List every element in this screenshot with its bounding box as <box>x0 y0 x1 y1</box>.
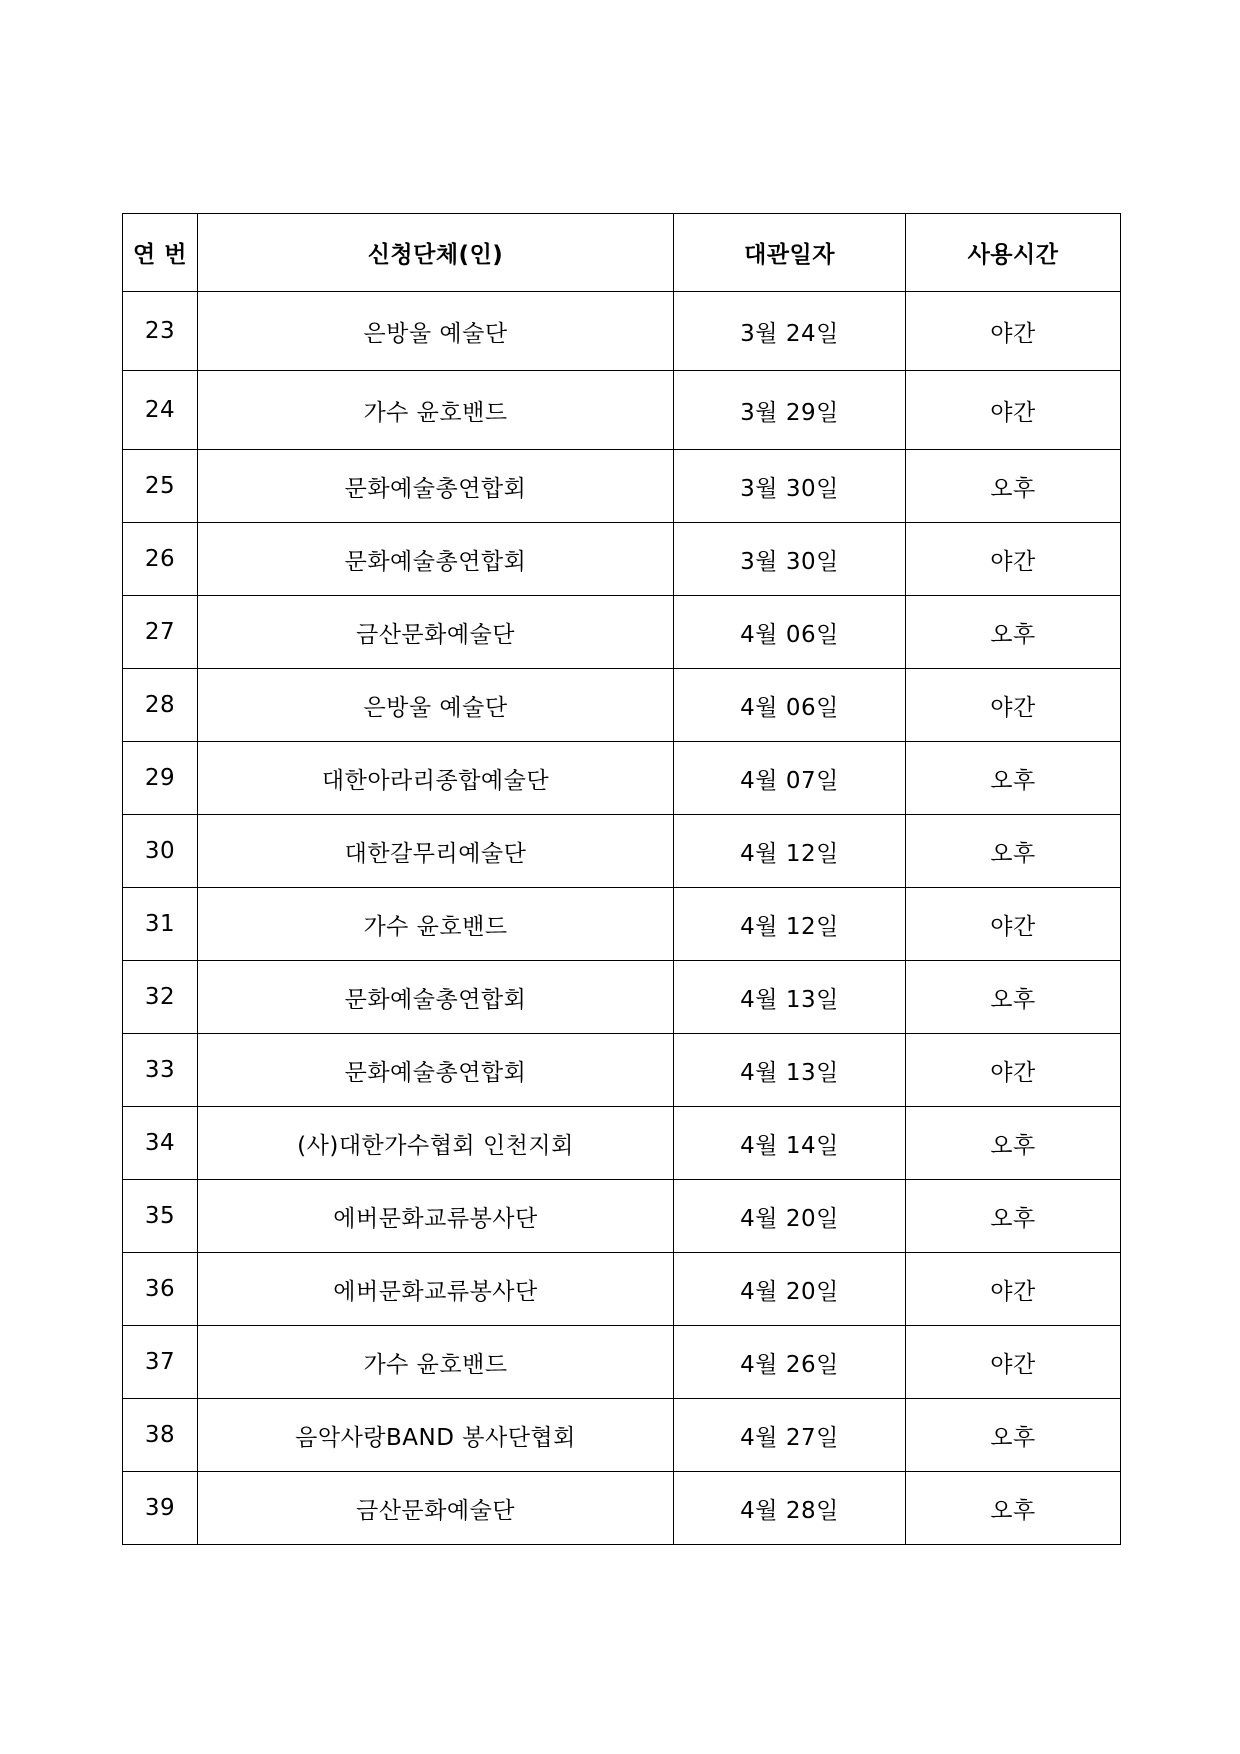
cell-time: 오후 <box>906 596 1121 669</box>
cell-date: 4월 20일 <box>674 1253 906 1326</box>
cell-org: 가수 윤호밴드 <box>198 371 674 450</box>
cell-date: 4월 07일 <box>674 742 906 815</box>
table-row <box>123 669 1121 742</box>
cell-date: 4월 13일 <box>674 961 906 1034</box>
cell-org: 에버문화교류봉사단 <box>198 1180 674 1253</box>
table-row <box>123 1107 1121 1180</box>
table-row <box>123 450 1121 523</box>
cell-time: 야간 <box>906 669 1121 742</box>
table-row <box>123 1034 1121 1107</box>
cell-org: 은방울 예술단 <box>198 292 674 371</box>
cell-no: 26 <box>123 523 198 596</box>
cell-time: 야간 <box>906 1034 1121 1107</box>
cell-time: 오후 <box>906 961 1121 1034</box>
table-row <box>123 371 1121 450</box>
cell-no: 27 <box>123 596 198 669</box>
cell-no: 30 <box>123 815 198 888</box>
cell-time: 야간 <box>906 1253 1121 1326</box>
cell-date: 4월 13일 <box>674 1034 906 1107</box>
cell-time: 야간 <box>906 523 1121 596</box>
cell-time: 야간 <box>906 888 1121 961</box>
cell-date: 3월 29일 <box>674 371 906 450</box>
cell-time: 오후 <box>906 815 1121 888</box>
cell-no: 25 <box>123 450 198 523</box>
cell-time: 오후 <box>906 1107 1121 1180</box>
cell-org: 은방울 예술단 <box>198 669 674 742</box>
cell-org: 문화예술총연합회 <box>198 1034 674 1107</box>
table-row <box>123 815 1121 888</box>
table-row <box>123 1399 1121 1472</box>
cell-date: 4월 27일 <box>674 1399 906 1472</box>
header-time: 사용시간 <box>906 214 1121 292</box>
cell-time: 오후 <box>906 1180 1121 1253</box>
cell-time: 오후 <box>906 1472 1121 1545</box>
header-date: 대관일자 <box>674 214 906 292</box>
table-row <box>123 1326 1121 1399</box>
cell-date: 4월 06일 <box>674 669 906 742</box>
cell-date: 4월 12일 <box>674 815 906 888</box>
cell-org: 음악사랑BAND 봉사단협회 <box>198 1399 674 1472</box>
cell-no: 36 <box>123 1253 198 1326</box>
cell-org: 에버문화교류봉사단 <box>198 1253 674 1326</box>
cell-date: 4월 26일 <box>674 1326 906 1399</box>
table-row <box>123 742 1121 815</box>
cell-org: 대한갈무리예술단 <box>198 815 674 888</box>
header-no: 연 번 <box>123 214 198 292</box>
cell-time: 오후 <box>906 1399 1121 1472</box>
cell-time: 야간 <box>906 1326 1121 1399</box>
table-row <box>123 292 1121 371</box>
cell-date: 4월 12일 <box>674 888 906 961</box>
cell-org: 가수 윤호밴드 <box>198 1326 674 1399</box>
cell-date: 4월 20일 <box>674 1180 906 1253</box>
cell-no: 39 <box>123 1472 198 1545</box>
cell-org: 문화예술총연합회 <box>198 523 674 596</box>
cell-no: 32 <box>123 961 198 1034</box>
cell-org: 문화예술총연합회 <box>198 961 674 1034</box>
cell-no: 37 <box>123 1326 198 1399</box>
cell-date: 3월 30일 <box>674 450 906 523</box>
cell-time: 오후 <box>906 742 1121 815</box>
cell-time: 야간 <box>906 292 1121 371</box>
cell-time: 오후 <box>906 450 1121 523</box>
table-row <box>123 888 1121 961</box>
cell-date: 4월 28일 <box>674 1472 906 1545</box>
table-header-row <box>123 214 1121 292</box>
cell-date: 4월 14일 <box>674 1107 906 1180</box>
cell-org: 문화예술총연합회 <box>198 450 674 523</box>
cell-date: 3월 24일 <box>674 292 906 371</box>
cell-org: 금산문화예술단 <box>198 1472 674 1545</box>
cell-org: 대한아라리종합예술단 <box>198 742 674 815</box>
table-row <box>123 523 1121 596</box>
table-row <box>123 961 1121 1034</box>
cell-no: 38 <box>123 1399 198 1472</box>
cell-date: 3월 30일 <box>674 523 906 596</box>
cell-org: (사)대한가수협회 인천지회 <box>198 1107 674 1180</box>
header-org: 신청단체(인) <box>198 214 674 292</box>
table-row <box>123 596 1121 669</box>
cell-no: 35 <box>123 1180 198 1253</box>
cell-no: 23 <box>123 292 198 371</box>
cell-no: 33 <box>123 1034 198 1107</box>
cell-org: 금산문화예술단 <box>198 596 674 669</box>
cell-no: 24 <box>123 371 198 450</box>
table-row <box>123 1253 1121 1326</box>
cell-time: 야간 <box>906 371 1121 450</box>
cell-no: 31 <box>123 888 198 961</box>
cell-date: 4월 06일 <box>674 596 906 669</box>
cell-no: 29 <box>123 742 198 815</box>
cell-no: 34 <box>123 1107 198 1180</box>
cell-org: 가수 윤호밴드 <box>198 888 674 961</box>
cell-no: 28 <box>123 669 198 742</box>
table-row <box>123 1180 1121 1253</box>
table-row <box>123 1472 1121 1545</box>
rental-schedule-table <box>122 213 1121 1545</box>
